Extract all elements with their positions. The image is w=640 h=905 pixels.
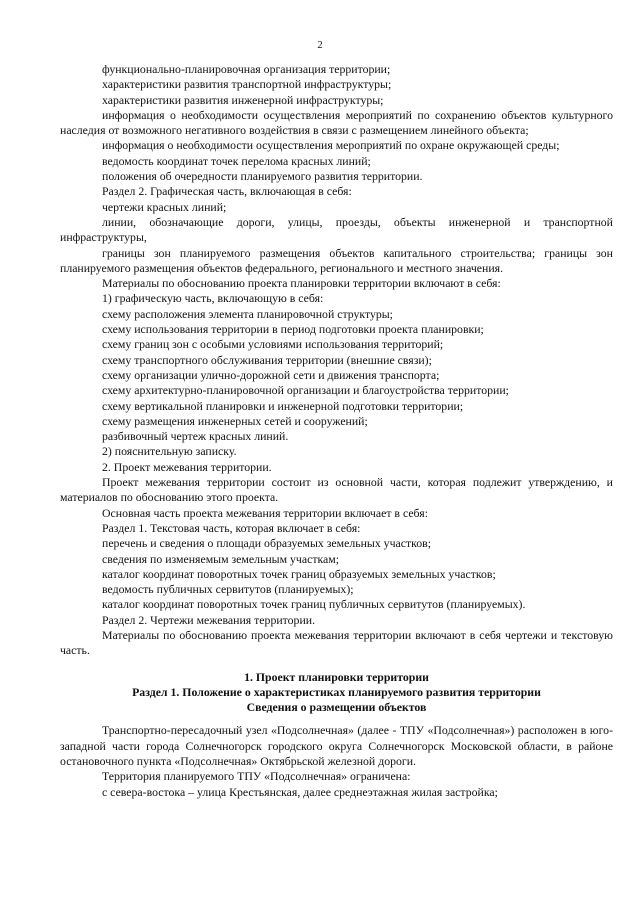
paragraph: разбивочный чертеж красных линий. — [102, 429, 289, 444]
paragraph: Проект межевания территории состоит из основной части, которая подлежит утверждению, и материалов по обоснованию этого проекта. — [60, 475, 613, 505]
paragraph: схему архитектурно-планировочной организации и благоустройства территории; — [102, 383, 509, 398]
spacer — [60, 715, 613, 723]
section-heading: 1. Проект планировки территории — [244, 669, 429, 684]
paragraph: 2) пояснительную записку. — [102, 444, 237, 459]
paragraph: Территория планируемого ТПУ «Подсолнечная» ограничена: — [102, 769, 411, 784]
paragraph: каталог координат поворотных точек границ образуемых земельных участков; — [102, 566, 496, 581]
paragraph: положения об очередности планируемого развития территории. — [102, 169, 423, 184]
paragraph: схему размещения инженерных сетей и сооружений; — [102, 413, 368, 428]
paragraph: Материалы по обоснованию проекта планировки территории включают в себя: — [102, 276, 501, 291]
paragraph: схему организации улично-дорожной сети и движения транспорта; — [102, 367, 440, 382]
paragraph: Основная часть проекта межевания территории включает в себя: — [102, 505, 428, 520]
paragraph: информация о необходимости осуществления мероприятий по сохранению объектов культурного наследия от возможного негативного воздействия в связи с размещением линейного объекта; — [60, 107, 613, 138]
paragraph: каталог координат поворотных точек границ публичных сервитутов (планируемых). — [102, 597, 526, 612]
paragraph: Транспортно-пересадочный узел «Подсолнечная» (далее - ТПУ «Подсолнечная») расположен в юго-западной части города Солнечногорск городского округа Солнечногорск Московской области, в районе остановочного пункта «Подсолнечная» Октябрьской железной дороги. — [60, 723, 613, 769]
paragraph: границы зон планируемого размещения объектов капитального строительства; границы зон планируемого размещения объектов федерального, регионального и местного значения. — [60, 245, 613, 275]
page-number: 2 — [317, 40, 323, 51]
paragraph: Раздел 2. Чертежи межевания территории. — [102, 612, 316, 627]
paragraph: функционально-планировочная организация территории; — [102, 62, 391, 76]
paragraph: с севера-востока – улица Крестьянская, далее среднеэтажная жилая застройка; — [102, 784, 498, 799]
paragraph: 1) графическую часть, включающую в себя: — [102, 291, 324, 306]
paragraph: Материалы по обоснованию проекта межевания территории включают в себя чертежи и текстовую часть. — [60, 627, 613, 658]
paragraph: схему границ зон с особыми условиями использования территорий; — [102, 337, 444, 352]
paragraph: Раздел 1. Текстовая часть, которая включает в себя: — [102, 520, 361, 535]
paragraph: сведения по изменяемым земельным участкам; — [102, 551, 340, 566]
paragraph: схему расположения элемента планировочной структуры; — [102, 306, 393, 321]
paragraph: чертежи красных линий; — [102, 199, 227, 214]
section-subheading: Раздел 1. Положение о характеристиках планируемого развития территории — [132, 684, 541, 699]
paragraph: ведомость публичных сервитутов (планируемых); — [102, 582, 354, 597]
section-subheading: Сведения о размещении объектов — [246, 700, 427, 715]
paragraph: 2. Проект межевания территории. — [102, 459, 272, 474]
document-body — [60, 62, 613, 800]
spacer — [60, 659, 613, 670]
paragraph: характеристики развития инженерной инфраструктуры; — [102, 92, 384, 107]
paragraph: схему транспортного обслуживания территории (внешние связи); — [102, 352, 432, 367]
paragraph: схему вертикальной планировки и инженерной подготовки территории; — [102, 398, 464, 413]
paragraph: характеристики развития транспортной инфраструктуры; — [102, 77, 392, 92]
paragraph: линии, обозначающие дороги, улицы, проезды, объекты инженерной и транспортной инфраструктуры, — [60, 214, 613, 245]
paragraph: ведомость координат точек перелома красных линий; — [102, 153, 371, 168]
paragraph: информация о необходимости осуществления мероприятий по охране окружающей среды; — [102, 138, 560, 153]
paragraph: перечень и сведения о площади образуемых земельных участков; — [102, 536, 432, 551]
paragraph: Раздел 2. Графическая часть, включающая в себя: — [102, 184, 352, 199]
paragraph: схему использования территории в период подготовки проекта планировки; — [102, 322, 484, 337]
